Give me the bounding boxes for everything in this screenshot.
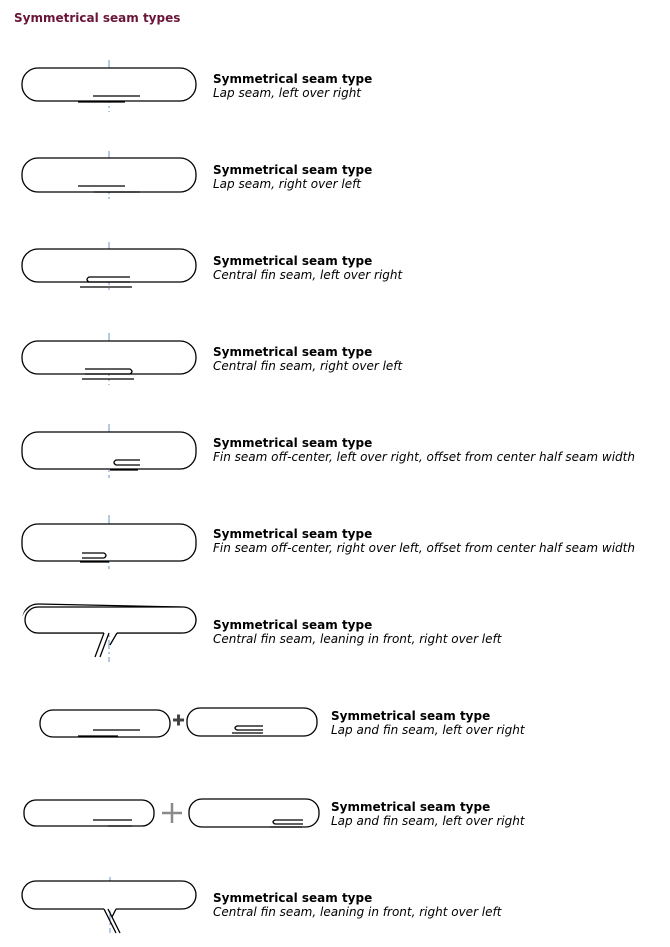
seam-type-description: Central fin seam, right over left <box>213 359 403 373</box>
lap-seam-right-over-left-icon <box>0 149 220 209</box>
seam-row-7 <box>0 604 670 674</box>
seam-type-description: Central fin seam, leaning in front, right over left <box>213 632 502 646</box>
seam-caption <box>213 345 402 373</box>
seam-type-title: Symmetrical seam type <box>331 709 491 723</box>
seam-caption <box>213 527 635 555</box>
fin-seam-off-center-left-over-right-icon <box>0 422 220 482</box>
seam-row-9 <box>0 786 670 856</box>
seam-row-5 <box>0 422 670 492</box>
seam-type-title: Symmetrical seam type <box>331 800 491 814</box>
seam-caption <box>213 891 501 919</box>
seam-row-3 <box>0 240 670 310</box>
seam-caption <box>213 436 635 464</box>
lap-and-fin-seam-alt-icon <box>0 786 330 846</box>
seam-type-title: Symmetrical seam type <box>213 436 373 450</box>
seam-caption <box>213 163 372 191</box>
seam-type-description: Central fin seam, left over right <box>213 268 403 282</box>
central-fin-seam-right-over-left-icon <box>0 331 220 391</box>
central-fin-seam-left-over-right-icon <box>0 240 220 300</box>
seam-type-title: Symmetrical seam type <box>213 527 373 541</box>
seam-caption <box>213 72 372 100</box>
seam-caption <box>331 709 525 737</box>
central-fin-seam-leaning-front-icon <box>0 604 220 674</box>
seam-type-title: Symmetrical seam type <box>213 254 373 268</box>
seam-row-6 <box>0 513 670 583</box>
seam-type-description: Lap and fin seam, left over right <box>331 814 525 828</box>
seam-type-description: Lap and fin seam, left over right <box>331 723 525 737</box>
seam-row-10 <box>0 877 670 947</box>
seam-row-4 <box>0 331 670 401</box>
seam-type-title: Symmetrical seam type <box>213 72 373 86</box>
seam-row-8 <box>0 695 670 765</box>
seam-type-description: Lap seam, left over right <box>213 86 362 100</box>
seam-caption <box>331 800 525 828</box>
central-fin-seam-leaning-front-alt-icon <box>0 877 220 945</box>
seam-type-description: Fin seam off-center, right over left, offset from center half seam width <box>213 541 635 555</box>
seam-caption <box>213 618 501 646</box>
seam-type-description: Central fin seam, leaning in front, right over left <box>213 905 502 919</box>
seam-type-description: Fin seam off-center, left over right, offset from center half seam width <box>213 450 635 464</box>
lap-and-fin-seam-icon <box>0 695 330 755</box>
seam-type-description: Lap seam, right over left <box>213 177 362 191</box>
seam-type-title: Symmetrical seam type <box>213 163 373 177</box>
seam-type-title: Symmetrical seam type <box>213 345 373 359</box>
seam-row-2 <box>0 149 670 219</box>
page-title: Symmetrical seam types <box>14 11 181 25</box>
lap-seam-left-over-right-icon <box>0 58 220 118</box>
seam-row-1 <box>0 58 670 128</box>
seam-caption <box>213 254 402 282</box>
fin-seam-off-center-right-over-left-icon <box>0 513 220 573</box>
seam-type-title: Symmetrical seam type <box>213 891 373 905</box>
seam-type-title: Symmetrical seam type <box>213 618 373 632</box>
